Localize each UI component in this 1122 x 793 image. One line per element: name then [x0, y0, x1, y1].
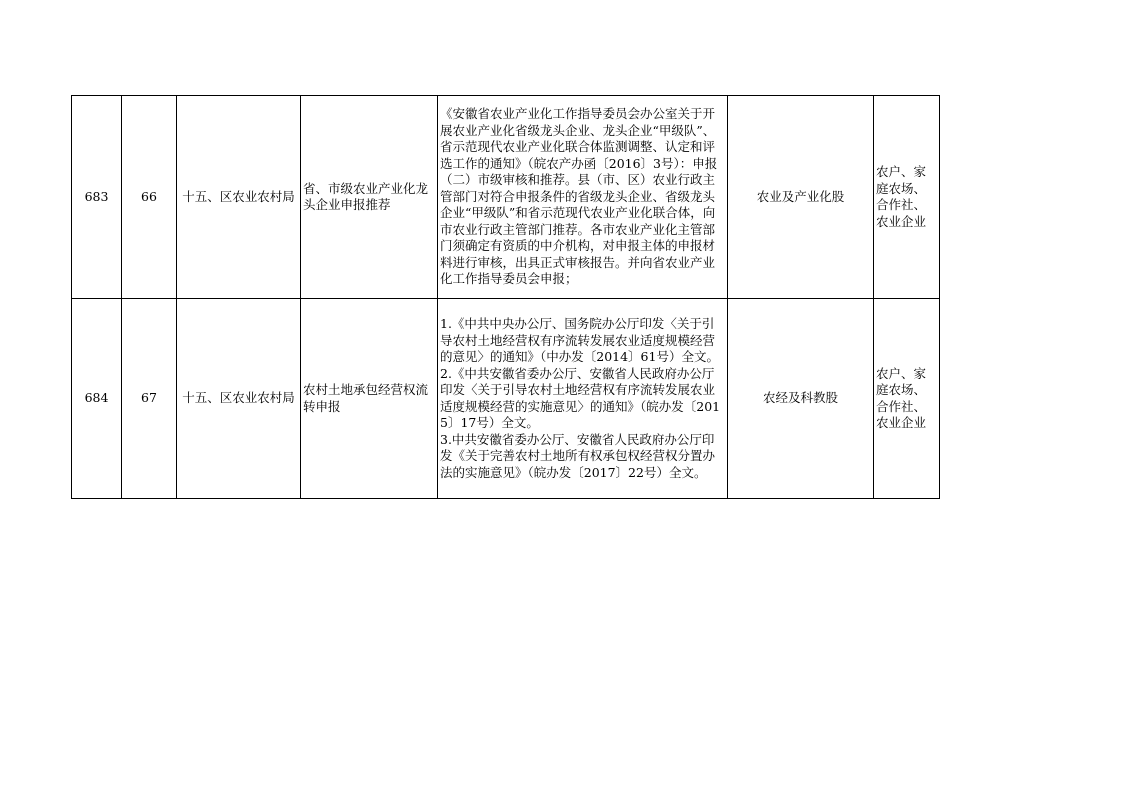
basis-text: 2.《中共安徽省委办公厅、安徽省人民政府办公厅印发〈关于引导农村土地经营权有序流转发展农业适度规模经营的实施意见〉的通知》（皖办发〔2015〕17号）全文。 [440, 365, 721, 430]
sub-seq-cell: 67 [122, 299, 177, 499]
basis-text: 1.《中共中央办公厅、国务院办公厅印发〈关于引导农村土地经营权有序流转发展农业适度规模经营的意见〉的通知》（中办发〔2014〕61号）全文。 [440, 316, 719, 364]
department-cell: 十五、区农业农村局 [177, 96, 301, 299]
item-name-cell: 省、市级农业产业化龙头企业申报推荐 [301, 96, 438, 299]
office-cell: 农业及产业化股 [728, 96, 874, 299]
target-cell: 农户、家庭农场、合作社、农业企业 [874, 299, 940, 499]
target-cell: 农户、家庭农场、合作社、农业企业 [874, 96, 940, 299]
basis-text: 3.中共安徽省委办公厅、安徽省人民政府办公厅印发《关于完善农村土地所有权承包权经营权分置办法的实施意见》（皖办发〔2017〕22号）全文。 [440, 431, 716, 480]
table-row [72, 96, 940, 299]
basis-text: 《安徽省农业产业化工作指导委员会办公室关于开展农业产业化省级龙头企业、龙头企业“甲级队”、省示范现代农业产业化联合体监测调整、认定和评选工作的通知》（皖农产办函〔2016〕3号）：申报（二）市级审核和推荐。县（市、区）农业行政主管部门对符合申报条件的省级龙头企业、省级龙头企业“甲级队”和省示范现代农业产业化联合体，向市农业行政主管部门推荐。各市农业产业化主管部门须确定有资质的中介机构，对申报主体的申报材料进行审核，出具正式审核报告。并向省农业产业化工作指导委员会申报； [440, 106, 718, 287]
department-cell: 十五、区农业农村局 [177, 299, 301, 499]
item-name-cell: 农村土地承包经营权流转申报 [301, 299, 438, 499]
seq-cell: 683 [72, 96, 122, 299]
seq-cell: 684 [72, 299, 122, 499]
service-items-table [71, 95, 940, 499]
table-row [72, 299, 940, 499]
basis-cell [438, 96, 728, 299]
basis-cell [438, 299, 728, 499]
sub-seq-cell: 66 [122, 96, 177, 299]
office-cell: 农经及科教股 [728, 299, 874, 499]
